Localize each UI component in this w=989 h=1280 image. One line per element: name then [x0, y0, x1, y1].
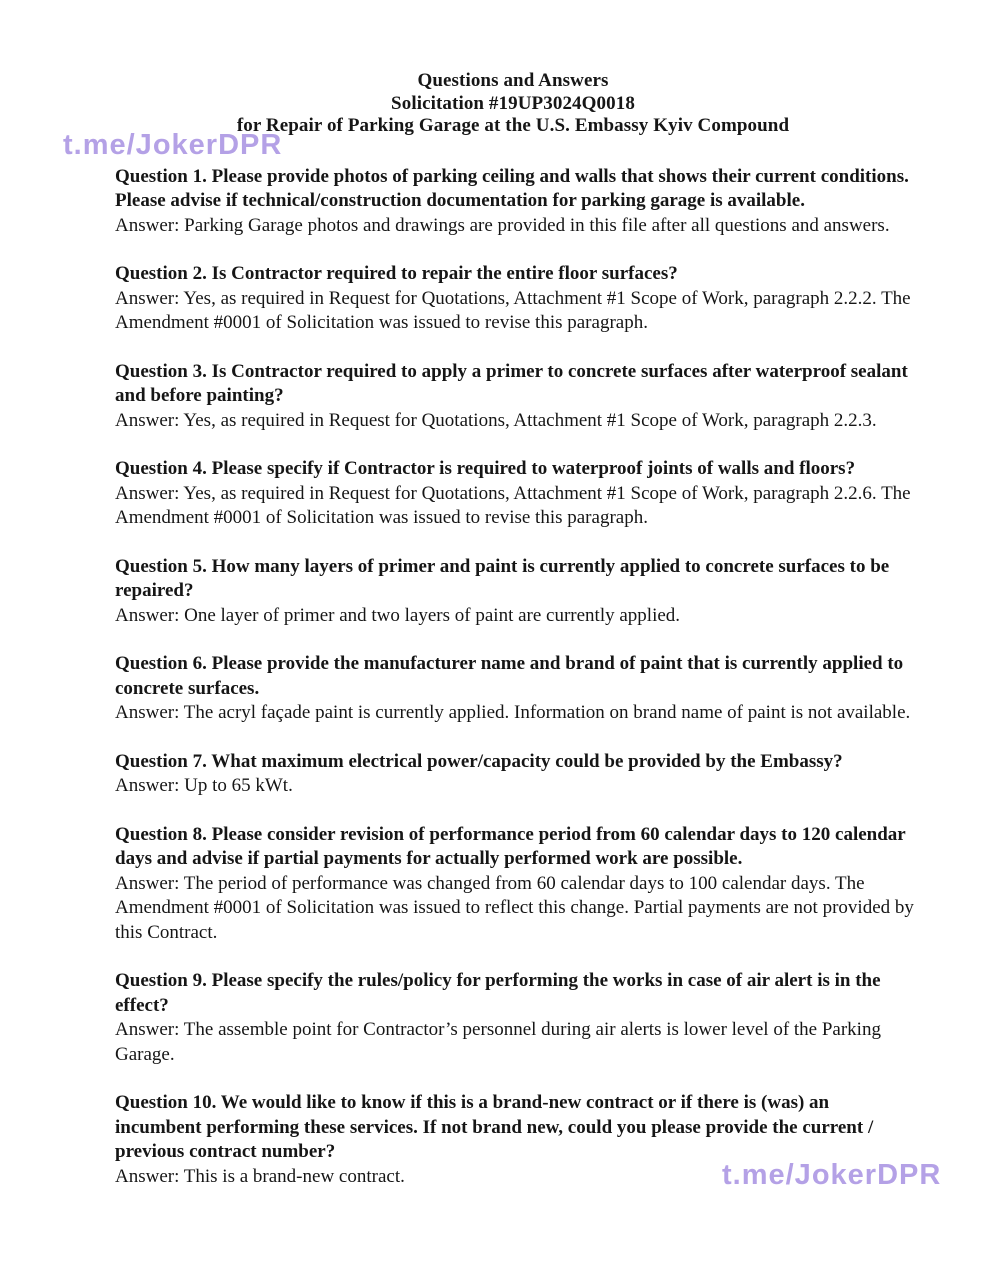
answer-text: Answer: This is a brand-new contract. [115, 1165, 405, 1187]
doc-title-line-1: Questions and Answers [417, 70, 609, 91]
question-text: Question 10. We would like to know if this is a brand-new contract or if there is (was) an incumbent performing these services. If not brand new, could you please provide the current / previous contract number? [115, 1092, 874, 1162]
question-text: Question 6. Please provide the manufacturer name and brand of paint that is currently applied to concrete surfaces. [115, 653, 904, 699]
qa-block [115, 969, 915, 1067]
answer-text: Answer: One layer of primer and two layers of paint are currently applied. [115, 604, 681, 626]
qa-block [115, 555, 915, 629]
doc-title-line-3: for Repair of Parking Garage at the U.S. Embassy Kyiv Compound [236, 115, 790, 136]
question-text: Question 9. Please specify the rules/policy for performing the works in case of air alert is in the effect? [115, 970, 881, 1016]
document-header [115, 70, 911, 138]
qa-block [115, 360, 915, 434]
question-text: Question 4. Please specify if Contractor is required to waterproof joints of walls and floors? [115, 458, 856, 479]
question-text: Question 5. How many layers of primer and paint is currently applied to concrete surfaces to be repaired? [115, 555, 890, 601]
answer-text: Answer: Yes, as required in Request for Quotations, Attachment #1 Scope of Work, paragraph 2.2.3. [115, 409, 877, 431]
watermark-top-left: t.me/JokerDPR [63, 129, 283, 161]
answer-text: Answer: The assemble point for Contractor’s personnel during air alerts is lower level of the Parking Garage. [115, 1019, 881, 1065]
watermark-bottom-right: t.me/JokerDPR [722, 1159, 942, 1191]
question-text: Question 7. What maximum electrical power/capacity could be provided by the Embassy? [115, 750, 843, 772]
answer-text: Answer: Yes, as required in Request for Quotations, Attachment #1 Scope of Work, paragraph 2.2.2. The Amendment #0001 of Solicitation was issued to revise this paragraph. [115, 287, 911, 333]
answer-text: Answer: The period of performance was changed from 60 calendar days to 100 calendar days. The Amendment #0001 of Solicitation was issued to reflect this change. Partial payments are not provided by this Contract. [115, 872, 914, 943]
question-text: Question 1. Please provide photos of parking ceiling and walls that shows their current conditions. Please advise if technical/construction documentation for parking garage is available. [115, 165, 909, 211]
qa-block [115, 457, 915, 531]
qa-block [115, 262, 915, 336]
answer-text: Answer: Yes, as required in Request for Quotations, Attachment #1 Scope of Work, paragraph 2.2.6. The Amendment #0001 of Solicitation was issued to revise this paragraph. [115, 482, 911, 528]
question-text: Question 8. Please consider revision of performance period from 60 calendar days to 120 calendar days and advise if partial payments for actually performed work are possible. [115, 823, 906, 869]
answer-text: Answer: Up to 65 kWt. [115, 775, 293, 796]
doc-title-line-2: Solicitation #19UP3024Q0018 [391, 92, 635, 114]
qa-block [115, 750, 915, 799]
answer-text: Answer: Parking Garage photos and drawings are provided in this file after all questions and answers. [115, 214, 890, 236]
question-text: Question 2. Is Contractor required to repair the entire floor surfaces? [115, 263, 678, 284]
answer-text: Answer: The acryl façade paint is currently applied. Information on brand name of paint is not available. [115, 702, 911, 723]
qa-list [115, 165, 915, 1190]
qa-block [115, 823, 915, 946]
qa-block [115, 165, 915, 239]
question-text: Question 3. Is Contractor required to apply a primer to concrete surfaces after waterproof sealant and before painting? [115, 360, 908, 406]
qa-block [115, 652, 915, 726]
qa-block [115, 1091, 915, 1189]
